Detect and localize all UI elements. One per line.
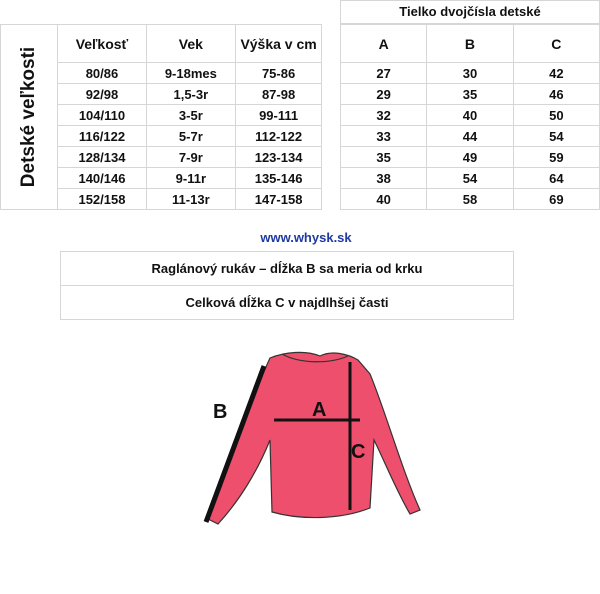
cell-c: 46 (513, 84, 599, 105)
header-c: C (513, 25, 599, 63)
header-b: B (427, 25, 513, 63)
cell-a: 33 (341, 126, 427, 147)
cell-age: 7-9r (146, 147, 236, 168)
cell-c: 64 (513, 168, 599, 189)
cell-c: 59 (513, 147, 599, 168)
cell-age: 11-13r (146, 189, 236, 210)
size-table (0, 24, 322, 210)
cell-height: 123-134 (236, 147, 322, 168)
cell-size: 152/158 (58, 189, 146, 210)
note-sleeve: Raglánový rukáv – dĺžka B sa meria od krku (61, 252, 514, 286)
cell-size: 128/134 (58, 147, 146, 168)
cell-height: 112-122 (236, 126, 322, 147)
cell-b: 40 (427, 105, 513, 126)
header-a: A (341, 25, 427, 63)
cell-c: 42 (513, 63, 599, 84)
table-row (341, 189, 600, 210)
website-link[interactable]: www.whysk.sk (260, 230, 352, 245)
cell-height: 87-98 (236, 84, 322, 105)
table-row (341, 84, 600, 105)
cell-age: 9-18mes (146, 63, 236, 84)
header-size: Veľkosť (58, 25, 146, 63)
cell-b: 44 (427, 126, 513, 147)
shirt-diagram (170, 340, 460, 540)
label-b: B (213, 401, 228, 423)
header-height: Výška v cm (236, 25, 322, 63)
cell-size: 80/86 (58, 63, 146, 84)
cell-size: 116/122 (58, 126, 146, 147)
size-table-side-label-cell (1, 25, 58, 210)
cell-size: 140/146 (58, 168, 146, 189)
header-age: Vek (146, 25, 236, 63)
cell-age: 3-5r (146, 105, 236, 126)
cell-size: 92/98 (58, 84, 146, 105)
cell-b: 35 (427, 84, 513, 105)
body-table-title: Tielko dvojčísla detské (340, 0, 600, 24)
table-row (341, 105, 600, 126)
cell-a: 27 (341, 63, 427, 84)
cell-age: 5-7r (146, 126, 236, 147)
cell-b: 58 (427, 189, 513, 210)
note-length: Celková dĺžka C v najdlhšej časti (61, 286, 514, 320)
body-measure-table (340, 24, 600, 210)
cell-a: 29 (341, 84, 427, 105)
cell-b: 30 (427, 63, 513, 84)
cell-c: 50 (513, 105, 599, 126)
cell-height: 75-86 (236, 63, 322, 84)
cell-height: 147-158 (236, 189, 322, 210)
cell-height: 99-111 (236, 105, 322, 126)
cell-a: 35 (341, 147, 427, 168)
cell-height: 135-146 (236, 168, 322, 189)
table-row (341, 147, 600, 168)
table-row (341, 126, 600, 147)
table-row (341, 168, 600, 189)
cell-c: 69 (513, 189, 599, 210)
label-a: A (312, 399, 327, 421)
cell-a: 38 (341, 168, 427, 189)
body-table-header-row (341, 25, 600, 63)
size-table-side-label: Detské veľkosti (18, 46, 40, 188)
cell-age: 1,5-3r (146, 84, 236, 105)
cell-b: 54 (427, 168, 513, 189)
label-c: C (351, 441, 366, 463)
note-row (61, 286, 514, 320)
measurement-notes (60, 251, 514, 320)
cell-c: 54 (513, 126, 599, 147)
cell-a: 40 (341, 189, 427, 210)
note-row (61, 252, 514, 286)
cell-b: 49 (427, 147, 513, 168)
size-table-header-row (1, 25, 322, 63)
cell-a: 32 (341, 105, 427, 126)
table-row (341, 63, 600, 84)
cell-size: 104/110 (58, 105, 146, 126)
cell-age: 9-11r (146, 168, 236, 189)
